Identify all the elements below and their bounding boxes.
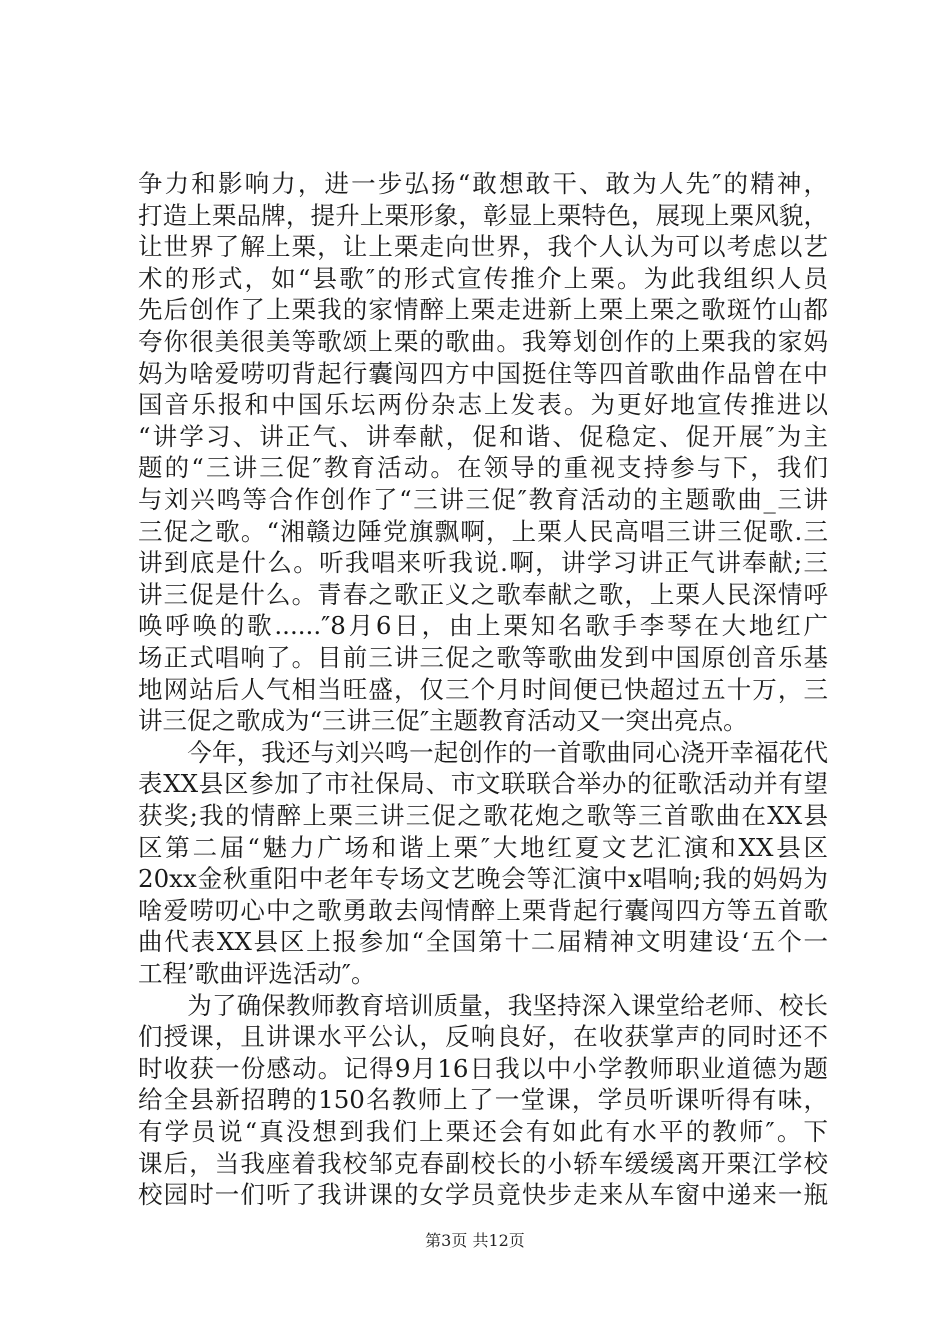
text-line: 地网站后人气相当旺盛，仅三个月时间便已快超过五十万，三 [138, 674, 828, 704]
paragraph-start-line: 今年，我还与刘兴鸣一起创作的一首歌曲同心浇开幸福花代 [138, 737, 828, 767]
text-line: 讲到底是什么。听我唱来听我说.啊，讲学习讲正气讲奉献;三 [138, 548, 828, 578]
text-line: 工程’歌曲评选活动″。 [138, 959, 376, 988]
text-line: 术的形式，如“县歌″的形式宣传推介上栗。为此我组织人员 [138, 263, 828, 293]
text-line: 课后，当我座着我校邹克春副校长的小轿车缓缓离开栗江学校 [138, 1148, 828, 1178]
text-line: 们授课，且讲课水平公认，反响良好，在收获掌声的同时还不 [138, 1022, 828, 1052]
text-line: 先后创作了上栗我的家情醉上栗走进新上栗上栗之歌斑竹山都 [138, 295, 828, 325]
text-line: 让世界了解上栗，让上栗走向世界，我个人认为可以考虑以艺 [138, 232, 828, 262]
text-line: 时收获一份感动。记得9月16日我以中小学教师职业道德为题 [138, 1053, 828, 1083]
text-line: 表XX县区参加了市社保局、市文联联合举办的征歌活动并有望 [138, 769, 828, 799]
text-line: 曲代表XX县区上报参加“全国第十二届精神文明建设‘五个一 [138, 927, 828, 957]
text-line: 给全县新招聘的150名教师上了一堂课，学员听课听得有味， [138, 1085, 828, 1115]
text-line: 场正式唱响了。目前三讲三促之歌等歌曲发到中国原创音乐基 [138, 643, 828, 672]
text-line: “讲学习、讲正气、讲奉献，促和谐、促稳定、促开展″为主 [138, 421, 828, 451]
text-line: 获奖;我的情醉上栗三讲三促之歌花炮之歌等三首歌曲在XX县 [138, 801, 828, 830]
text-line: 三促之歌。“湘赣边陲党旗飘啊，上栗人民高唱三讲三促歌.三 [138, 516, 828, 546]
text-line: 区第二届“魅力广场和谐上栗″大地红夏文艺汇演和XX县区 [138, 832, 828, 862]
text-line: 有学员说“真没想到我们上栗还会有如此有水平的教师″。下 [138, 1117, 828, 1146]
text-line: 打造上栗品牌，提升上栗形象，彰显上栗特色，展现上栗风貌， [138, 200, 828, 230]
page-number-footer: 第3页 共12页 [425, 1231, 525, 1250]
text-line: 讲三促之歌成为“三讲三促″主题教育活动又一突出亮点。 [138, 706, 748, 736]
text-line: 国音乐报和中国乐坛两份杂志上发表。为更好地宣传推进以 [138, 390, 828, 420]
text-line: 唤呼唤的歌......″8月6日，由上栗知名歌手李琴在大地红广 [138, 611, 828, 641]
text-line: 与刘兴鸣等合作创作了“三讲三促″教育活动的主题歌曲_三讲 [138, 485, 828, 514]
text-line: 校园时一们听了我讲课的女学员竟快步走来从车窗中递来一瓶 [138, 1180, 828, 1210]
text-line: 讲三促是什么。青春之歌正义之歌奉献之歌，上栗人民深情呼 [138, 579, 828, 609]
text-line: 妈为啥爱唠叨背起行囊闯四方中国挺住等四首歌曲作品曾在中 [138, 358, 828, 388]
text-line: 题的“三讲三促″教育活动。在领导的重视支持参与下，我们 [138, 453, 828, 483]
text-line: 争力和影响力，进一步弘扬“敢想敢干、敢为人先″的精神， [138, 169, 828, 198]
text-line: 啥爱唠叨心中之歌勇敢去闯情醉上栗背起行囊闯四方等五首歌 [138, 895, 828, 925]
text-line: 夸你很美很美等歌颂上栗的歌曲。我筹划创作的上栗我的家妈 [138, 327, 828, 356]
paragraph-start-line: 为了确保教师教育培训质量，我坚持深入课堂给老师、校长 [138, 990, 828, 1020]
text-line: 20xx金秋重阳中老年专场文艺晚会等汇演中x唱响;我的妈妈为 [138, 864, 828, 894]
